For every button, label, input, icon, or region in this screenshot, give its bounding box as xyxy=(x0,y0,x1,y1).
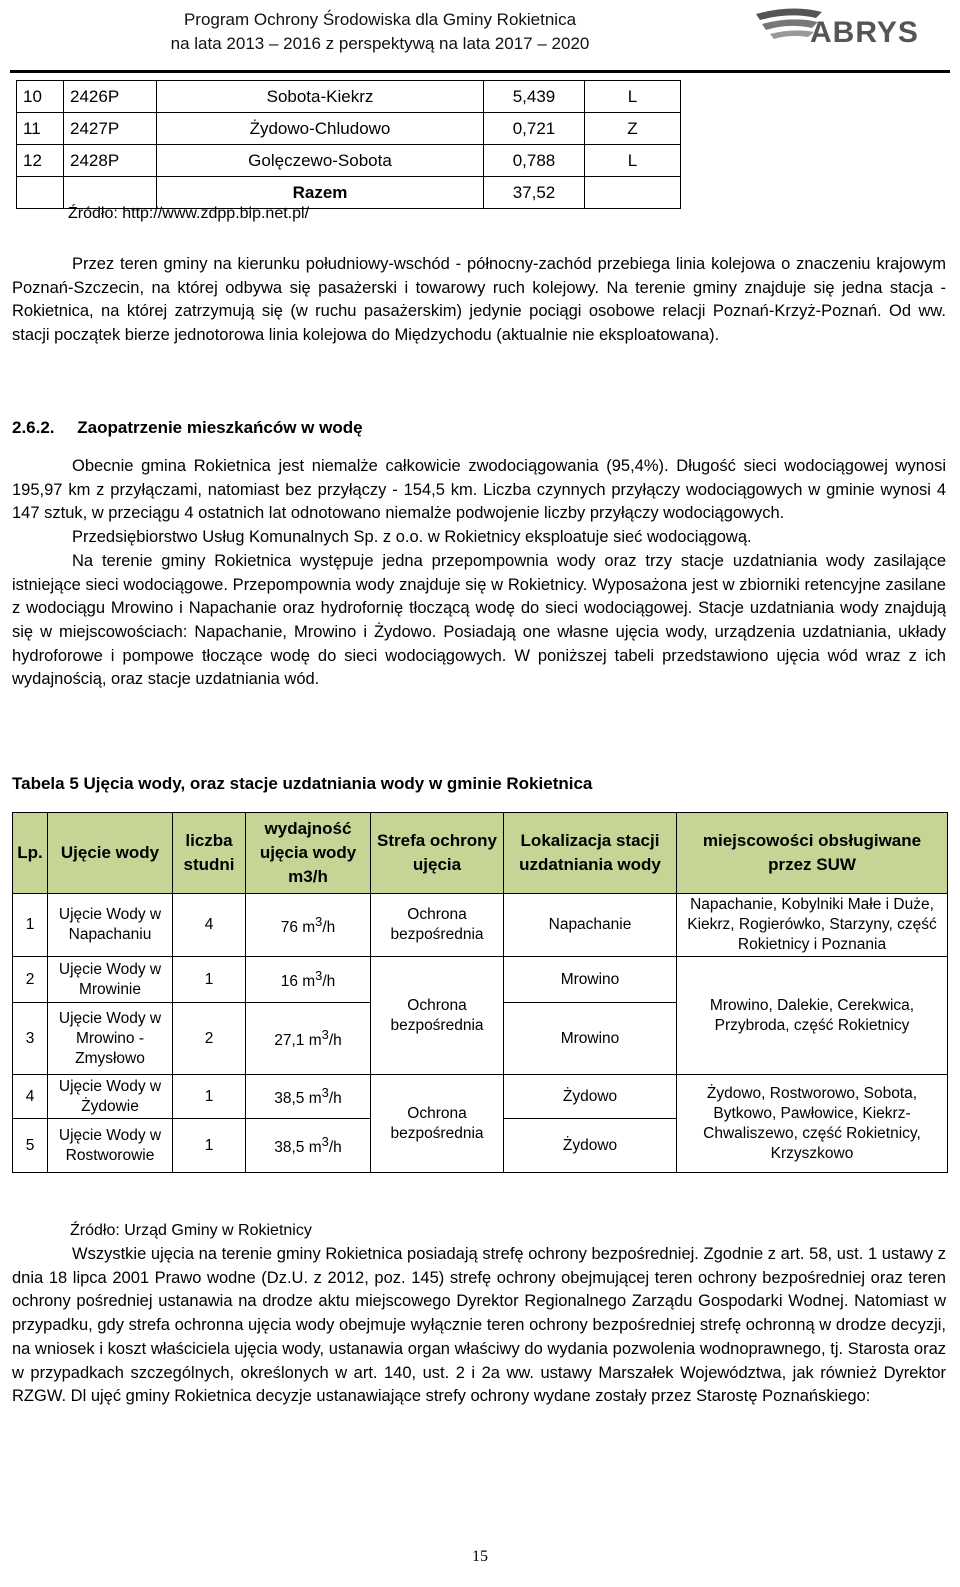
water-paragraph-2: Przedsiębiorstwo Usług Komunalnych Sp. z o.o. w Rokietnicy eksploatuje sieć wodociągową. xyxy=(72,528,752,547)
zone: Ochrona bezpośrednia xyxy=(371,957,504,1075)
table-row xyxy=(17,113,681,145)
wells: 1 xyxy=(173,957,246,1003)
capacity: 27,1 $m^3/h$ xyxy=(246,1003,371,1075)
final-paragraph xyxy=(12,1243,946,1409)
road-class: Z xyxy=(585,113,681,145)
section-heading xyxy=(12,418,363,438)
zone: Ochrona bezpośrednia xyxy=(371,894,504,957)
road-no: 11 xyxy=(17,113,64,145)
capacity: 38,5 $m^3/h$ xyxy=(246,1119,371,1173)
road-class: L xyxy=(585,81,681,113)
road-name: Golęczewo-Sobota xyxy=(157,145,484,177)
served: Mrowino, Dalekie, Cerekwica, Przybroda, część Rokietnicy xyxy=(677,957,948,1075)
intake: Ujęcie Wody w Mrowino - Zmysłowo xyxy=(48,1003,173,1075)
table-header-row xyxy=(13,813,948,894)
water-paragraph-3: Na terenie gminy Rokietnica występuje jedna przepompownia wody oraz trzy stacje uzdatniania wody zasilające istniejące sieci wodociągowe. Przepompownia wody znajduje się w Rokietnicy. Wyposażona jest w zbiorniki retencyjne zasilane z wodociągu Mrowino i Napachanie oraz hydrofornię tłoczącą wodę do sieci wodociągowej. Stacje uzdatniania wody znajdują się w miejscowościach: Napachanie, Mrowino i Żydowo. Posiadają one własne ujęcia wody, urządzenia uzdatniania, układy hydroforowe i pompowe tłoczące wodę do sieci wodociągowych. W poniższej tabeli przedstawiono ujęcia wód wraz z ich wydajnością, oraz stacje uzdatniania wód. xyxy=(12,551,946,689)
road-no: 10 xyxy=(17,81,64,113)
total-value: 37,52 xyxy=(484,177,585,209)
table-row xyxy=(13,1075,948,1119)
col-capacity: wydajność ujęcia wody m3/h xyxy=(246,813,371,894)
capacity: 16 $m^3/h$ xyxy=(246,957,371,1003)
col-wells: liczba studni xyxy=(173,813,246,894)
road-length: 0,788 xyxy=(484,145,585,177)
roads-source: Źródło: http://www.zdpp.bip.net.pl/ xyxy=(68,205,310,222)
intake: Ujęcie Wody w Żydowie xyxy=(48,1075,173,1119)
table-caption: Tabela 5 Ujęcia wody, oraz stacje uzdatniania wody w gminie Rokietnica xyxy=(12,774,593,793)
section-title: Zaopatrzenie mieszkańców w wodę xyxy=(77,418,363,437)
intake: Ujęcie Wody w Rostworowie xyxy=(48,1119,173,1173)
capacity: 76 $m^3/h$ xyxy=(246,894,371,957)
road-name: Żydowo-Chludowo xyxy=(157,113,484,145)
zone: Ochrona bezpośrednia xyxy=(371,1075,504,1173)
section-number: 2.6.2. xyxy=(12,418,55,437)
abrys-logo xyxy=(752,4,952,50)
lp: 1 xyxy=(13,894,48,957)
header-rule xyxy=(10,70,950,73)
station: Mrowino xyxy=(504,1003,677,1075)
rail-paragraph xyxy=(12,253,946,348)
table-row xyxy=(17,145,681,177)
intake: Ujęcie Wody w Napachaniu xyxy=(48,894,173,957)
water-paragraph-1: Obecnie gmina Rokietnica jest niemalże całkowicie zwodociągowania (95,4%). Długość sieci wodociągowej wynosi 195,97 km z przyłączami, natomiast bez przyłączy - 154,5 km. Liczba czynnych przyłączy wodociągowych w gminie wynosi 4 147 sztuk, w przeciągu 4 ostatnich lat odnotowano niemalże podwojenie liczby przyłączy wodociągowych. xyxy=(12,457,946,523)
road-length: 0,721 xyxy=(484,113,585,145)
station: Żydowo xyxy=(504,1075,677,1119)
road-no: 12 xyxy=(17,145,64,177)
document-header-title xyxy=(80,8,680,56)
road-code: 2428P xyxy=(64,145,157,177)
lp: 4 xyxy=(13,1075,48,1119)
lp: 2 xyxy=(13,957,48,1003)
table-row xyxy=(13,957,948,1003)
water-intake-table xyxy=(12,812,948,1173)
abrys-logo-icon xyxy=(752,4,952,50)
water-paragraphs xyxy=(12,455,946,692)
header-line-1: Program Ochrony Środowiska dla Gminy Rokietnica xyxy=(183,10,577,29)
station: Żydowo xyxy=(504,1119,677,1173)
page-number: 15 xyxy=(472,1548,488,1565)
road-code: 2426P xyxy=(64,81,157,113)
table-row xyxy=(13,894,948,957)
col-lp: Lp. xyxy=(13,813,48,894)
intake: Ujęcie Wody w Mrowinie xyxy=(48,957,173,1003)
lp: 5 xyxy=(13,1119,48,1173)
rail-paragraph-text: Przez teren gminy na kierunku południowy-wschód - północny-zachód przebiega linia kolejowa o znaczeniu krajowym Poznań-Szczecin, na której odbywa się pasażerski i towarowy ruch kolejowy. Na terenie gminy znajduje się jedna stacja - Rokietnica, na której zatrzymują się (w ruchu pasażerskim) jedynie pociągi osobowe relacji Poznań-Krzyż-Poznań. Od ww. stacji początek bierze jednotorowa linia kolejowa do Międzychodu (aktualnie nie eksploatowana). xyxy=(12,255,946,345)
station: Mrowino xyxy=(504,957,677,1003)
wells: 1 xyxy=(173,1075,246,1119)
road-code: 2427P xyxy=(64,113,157,145)
wells: 2 xyxy=(173,1003,246,1075)
roads-table xyxy=(16,80,681,209)
final-paragraph-text: Wszystkie ujęcia na terenie gminy Rokietnica posiadają strefę ochrony bezpośredniej. Zgodnie z art. 58, ust. 1 ustawy z dnia 18 lipca 2001 Prawo wodne (Dz.U. z 2012, poz. 145) strefę ochrony obejmującej teren ochrony bezpośredniej oraz teren ochrony pośredniej ustanawia na drodze aktu miejscowego Dyrektor Regionalnego Zarządu Gospodarki Wodnej. Natomiast w przypadku, gdy strefa ochronna ujęcia wody obejmuje wyłącznie teren ochrony bezpośredniej strefę ochronną w drodze decyzji, na wniosek i koszt właściciela ujęcia wody, ustanawia organ właściwy do wydania pozwolenia wodnoprawnego, tj. Starosta oraz w przypadkach szczególnych, określonych w art. 140, ust. 2 i 2a ww. ustawy Marszałek Województwa, jak również Dyrektor RZGW. Dl ujęć gminy Rokietnica decyzje ustanawiające strefy ochrony wydane zostały przez Starostę Poznańskiego: xyxy=(12,1245,946,1406)
served: Żydowo, Rostworowo, Sobota, Bytkowo, Pawłowice, Kiekrz-Chwaliszewo, część Rokietnicy, Krzyszkowo xyxy=(677,1075,948,1173)
col-intake: Ujęcie wody xyxy=(48,813,173,894)
table-total-row xyxy=(17,177,681,209)
lp: 3 xyxy=(13,1003,48,1075)
col-station: Lokalizacja stacji uzdatniania wody xyxy=(504,813,677,894)
road-length: 5,439 xyxy=(484,81,585,113)
total-label: Razem xyxy=(157,177,484,209)
wells: 4 xyxy=(173,894,246,957)
header-line-2: na lata 2013 – 2016 z perspektywą na lata 2017 – 2020 xyxy=(170,34,590,53)
road-name: Sobota-Kiekrz xyxy=(157,81,484,113)
wells: 1 xyxy=(173,1119,246,1173)
road-class: L xyxy=(585,145,681,177)
table-row xyxy=(17,81,681,113)
col-zone: Strefa ochrony ujęcia xyxy=(371,813,504,894)
station: Napachanie xyxy=(504,894,677,957)
logo-text: ABRYS xyxy=(810,16,919,49)
col-served: miejscowości obsługiwane przez SUW xyxy=(677,813,948,894)
water-table-source: Źródło: Urząd Gminy w Rokietnicy xyxy=(70,1222,312,1239)
capacity: 38,5 $m^3/h$ xyxy=(246,1075,371,1119)
served: Napachanie, Kobylniki Małe i Duże, Kiekrz, Rogierówko, Starzyny, część Rokietnicy i Poznania xyxy=(677,894,948,957)
